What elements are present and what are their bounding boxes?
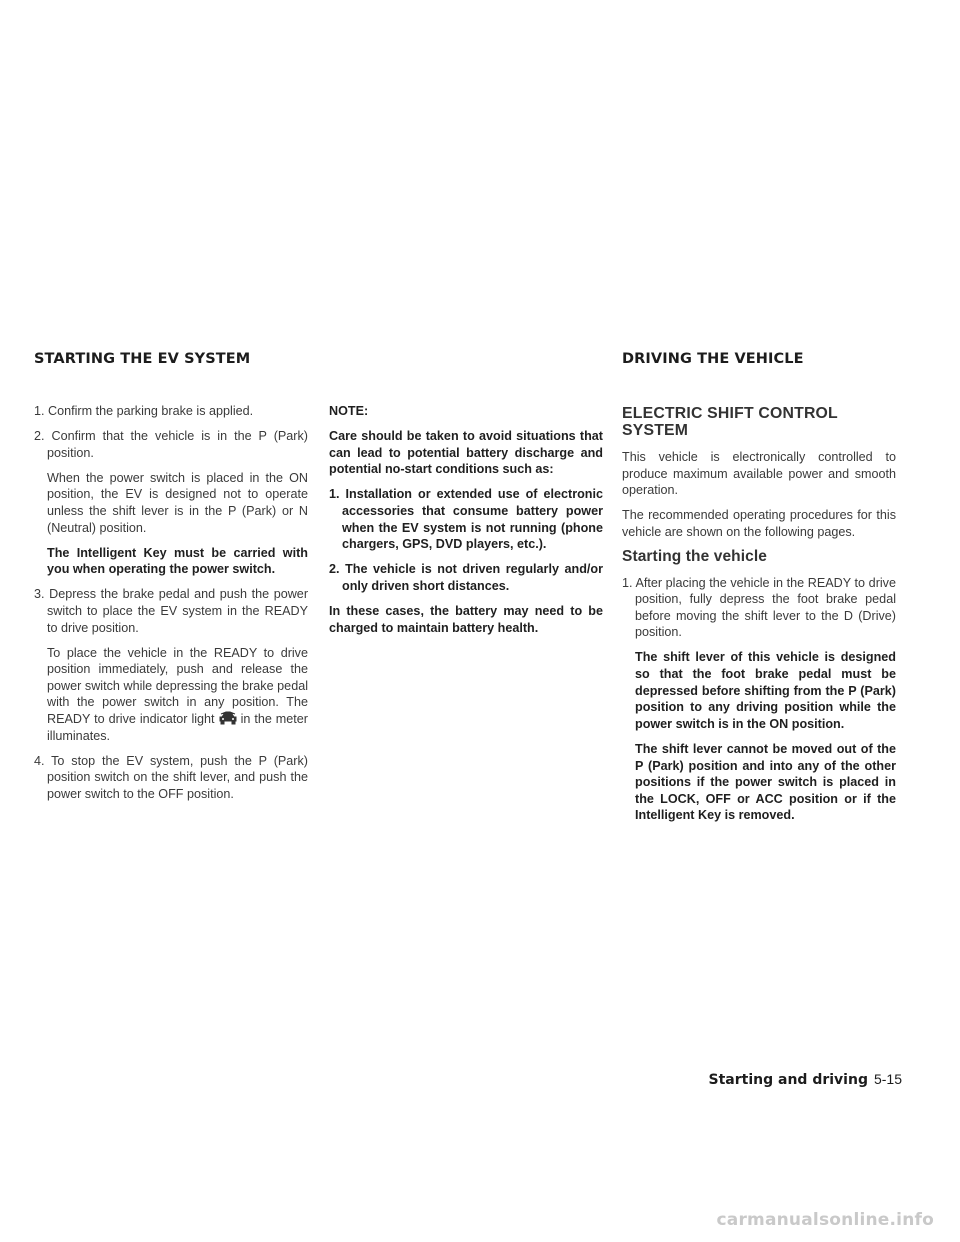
watermark: carmanualsonline.info bbox=[716, 1210, 934, 1230]
list-item: 3. Depress the brake pedal and push the power switch to place the EV system in the READY to drive position. bbox=[34, 587, 309, 635]
list-item: 2. The vehicle is not driven regularly and/or only driven short distances. bbox=[329, 562, 603, 593]
sub-subsection-title: Starting the vehicle bbox=[622, 547, 767, 565]
list-item: 1. After placing the vehicle in the READY to drive position, fully depress the foot brake pedal before moving the shift lever to the D (Drive) position. bbox=[622, 575, 896, 640]
note-column bbox=[329, 403, 603, 645]
page-number: 5-15 bbox=[873, 1071, 902, 1087]
left-column bbox=[34, 403, 308, 811]
list-item: 1. Confirm the parking brake is applied. bbox=[34, 404, 254, 418]
warning-text: The Intelligent Key must be carried with you when operating the power switch. bbox=[47, 545, 308, 577]
section-title-driving-the-vehicle: DRIVING THE VEHICLE bbox=[622, 351, 804, 367]
list-item: 1. Installation or extended use of electronic accessories that consume battery power when the EV system is not running (phone chargers, GPS, DVD players, etc.). bbox=[329, 487, 604, 552]
paragraph: The recommended operating procedures for this vehicle are shown on the following pages. bbox=[622, 508, 896, 539]
paragraph: To place the vehicle in the READY to drive position immediately, push and release the power switch while depressing the brake pedal with the power switch in any position. The READY to drive indicator light in the meter illuminates. bbox=[47, 645, 309, 743]
note-outro: In these cases, the battery may need to be charged to maintain battery health. bbox=[329, 603, 603, 635]
warning-text: The shift lever of this vehicle is designed so that the foot brake pedal must be depressed before shifting from the P (Park) position to any driving position while the power switch is in the ON position. bbox=[635, 650, 896, 731]
right-column bbox=[622, 405, 896, 832]
warning-text: The shift lever cannot be moved out of the P (Park) position and into any of the other positions if the power switch is placed in the LOCK, OFF or ACC position or if the Intelligent Key is removed. bbox=[635, 741, 896, 823]
note-heading: NOTE: bbox=[329, 404, 369, 418]
list-item: 4. To stop the EV system, push the P (Park) position switch on the shift lever, and push the power switch to the OFF position. bbox=[34, 753, 308, 801]
chapter-name: Starting and driving bbox=[708, 1072, 868, 1088]
ready-to-drive-car-icon bbox=[218, 711, 238, 726]
page-footer bbox=[709, 1071, 902, 1088]
note-intro: Care should be taken to avoid situations that can lead to potential battery discharge and potential no-start conditions such as: bbox=[329, 429, 603, 477]
section-title-starting-ev-system: STARTING THE EV SYSTEM bbox=[34, 351, 251, 367]
list-item: 2. Confirm that the vehicle is in the P (Park) position. bbox=[34, 429, 308, 460]
paragraph: When the power switch is placed in the ON position, the EV is designed not to operate unless the shift lever is in the P (Park) or N (Neutral) position. bbox=[47, 470, 308, 535]
subsection-title: ELECTRIC SHIFT CONTROL SYSTEM bbox=[622, 405, 838, 439]
paragraph: This vehicle is electronically controlled to produce maximum available power and smooth operation. bbox=[622, 450, 896, 498]
